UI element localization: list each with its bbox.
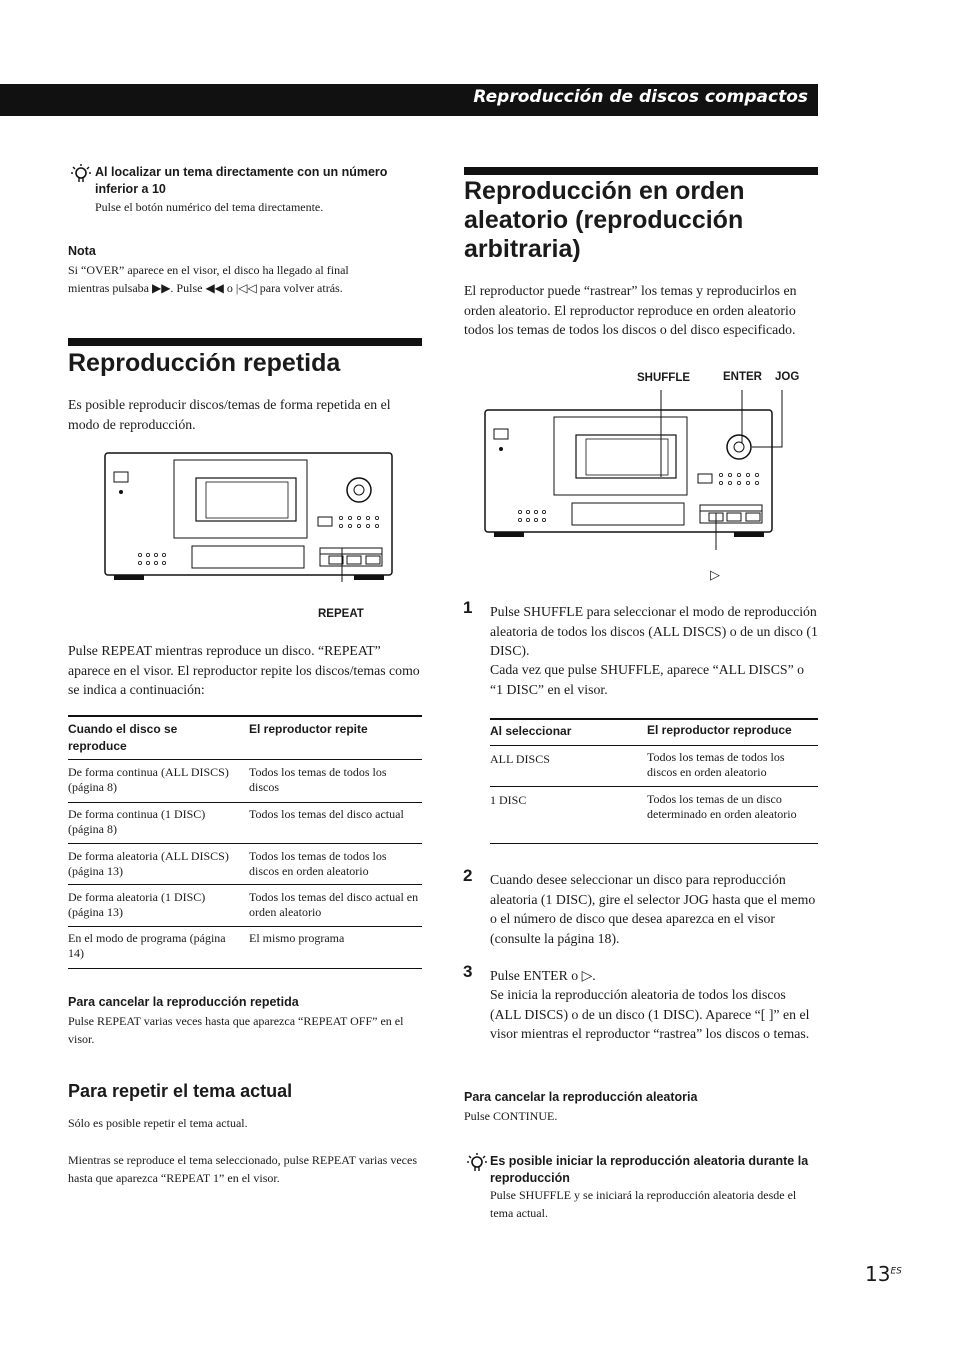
- table-rule: [490, 786, 818, 787]
- shuffle-cancel-title: Para cancelar la reproducción aleatoria: [464, 1090, 698, 1104]
- table-cell: Todos los temas de un disco determinado en orden aleatorio: [647, 792, 797, 821]
- table-cell: De forma continua (ALL DISCS) (página 8): [68, 765, 229, 794]
- table-rule: [68, 843, 422, 844]
- cd-player-illustration-2: [484, 385, 784, 550]
- page-number-value: 13: [865, 1262, 891, 1286]
- table-rule: [68, 802, 422, 803]
- table-rule: [68, 926, 422, 927]
- note-label: Nota: [68, 244, 96, 258]
- section-rule: [68, 338, 422, 346]
- note-line2: mientras pulsaba ▶▶. Pulse ◀◀ o |◁◁ para volver atrás.: [68, 281, 343, 295]
- shuffle-cancel-text: Pulse CONTINUE.: [464, 1109, 558, 1123]
- table-cell: Todos los temas de todos los discos en orden aleatorio: [249, 849, 387, 878]
- table-cell: De forma aleatoria (1 DISC) (página 13): [68, 890, 206, 919]
- tip-bulb-icon: [70, 163, 92, 185]
- page-number-suffix: ES: [890, 1266, 902, 1277]
- note-line1: Si “OVER” aparece en el visor, el disco ha llegado al final: [68, 263, 349, 277]
- section-header-bar: [0, 84, 818, 116]
- table-rule: [490, 843, 818, 844]
- repeat-sub-text1: Sólo es posible repetir el tema actual.: [68, 1116, 248, 1130]
- table-cell: En el modo de programa (página 14): [68, 931, 226, 960]
- table-top-rule: [68, 715, 422, 717]
- table-cell: De forma continua (1 DISC) (página 8): [68, 807, 206, 836]
- shuffle-intro: El reproductor puede “rastrear” los temas y reproducirlos en orden aleatorio. El reproductor reproduce en orden aleatorio todos los temas de todos los discos o del disco especificado.: [464, 283, 797, 337]
- table-rule: [68, 884, 422, 885]
- repeat-cancel-title: Para cancelar la reproducción repetida: [68, 995, 299, 1009]
- repeat-para: Pulse REPEAT mientras reproduce un disco. “REPEAT” aparece en el visor. El reproductor repite los discos/temas como se indica a continuación:: [68, 643, 420, 697]
- step1-text: Pulse SHUFFLE para seleccionar el modo de reproducción aleatoria de todos los discos (ALL DISCS) o de un disco (1 DISC).: [490, 604, 818, 658]
- cd-player-illustration: [104, 452, 394, 582]
- shuffle-section-title: Reproducción en orden aleatorio (reproducción arbitraria): [464, 177, 745, 263]
- table-cell: El mismo programa: [249, 931, 345, 945]
- step3-line1: Pulse ENTER o ▷.: [490, 968, 596, 983]
- table-cell: Todos los temas de todos los discos en orden aleatorio: [647, 750, 785, 779]
- section-rule: [464, 167, 818, 175]
- repeat-intro: Es posible reproducir discos/temas de forma repetida en el modo de reproducción.: [68, 397, 391, 432]
- jog-figure-label: JOG: [775, 371, 800, 383]
- step2-text: Cuando desee seleccionar un disco para reproducción aleatoria (1 DISC), gire el selector JOG hasta que el memo o el número de disco que desea aparezca en el visor (consulte la página 18).: [490, 872, 816, 946]
- shuffle-figure-label: SHUFFLE: [637, 372, 691, 384]
- step2-number: 2: [463, 866, 473, 885]
- table-rule: [68, 968, 422, 969]
- table-cell: De forma aleatoria (ALL DISCS) (página 13): [68, 849, 229, 878]
- tip2-text: Pulse SHUFFLE y se iniciará la reproducción aleatoria desde el tema actual.: [490, 1188, 797, 1220]
- table-cell: Todos los temas del disco actual en orden aleatorio: [249, 890, 419, 919]
- repeat-table-col2: El reproductor repite: [249, 722, 368, 736]
- table-cell: Todos los temas de todos los discos: [249, 765, 387, 794]
- tip2-title: Es posible iniciar la reproducción aleatoria durante la reproducción: [490, 1154, 809, 1185]
- table-cell: 1 DISC: [490, 793, 527, 807]
- tip1-title: Al localizar un tema directamente con un número inferior a 10: [95, 165, 388, 196]
- page-number: [865, 1262, 902, 1286]
- table-cell: ALL DISCS: [490, 752, 550, 766]
- tip-bulb-icon: [466, 1152, 488, 1174]
- repeat-table-col1: Cuando el disco se reproduce: [68, 722, 178, 753]
- play-icon: ▷: [710, 567, 720, 582]
- table-top-rule: [490, 718, 818, 720]
- tip1-text: Pulse el botón numérico del tema directamente.: [95, 200, 324, 214]
- step3-number: 3: [463, 962, 473, 981]
- repeat-cancel-text: Pulse REPEAT varias veces hasta que aparezca “REPEAT OFF” en el visor.: [68, 1014, 404, 1046]
- repeat-sub-text2: Mientras se reproduce el tema seleccionado, pulse REPEAT varias veces hasta que aparezca “REPEAT 1” en el visor.: [68, 1153, 417, 1185]
- repeat-section-title: Reproducción repetida: [68, 349, 341, 377]
- shuffle-table-col1: Al seleccionar: [490, 724, 572, 738]
- repeat-sub-title: Para repetir el tema actual: [68, 1081, 293, 1101]
- table-rule: [490, 745, 818, 746]
- step1-text2: Cada vez que pulse SHUFFLE, aparece “ALL DISCS” o “1 DISC” en el visor.: [490, 662, 805, 697]
- table-cell: Todos los temas del disco actual: [249, 807, 404, 821]
- shuffle-table-col2: El reproductor reproduce: [647, 723, 792, 737]
- step3-text: Se inicia la reproducción aleatoria de todos los discos (ALL DISCS) o de un disco (1 DISC). Aparece “[ ]” en el visor mientras el reproductor “rastrea” los discos o temas.: [490, 987, 810, 1041]
- section-header-title: Reproducción de discos compactos: [473, 87, 808, 107]
- enter-figure-label: ENTER: [723, 371, 762, 383]
- repeat-figure-label: REPEAT: [318, 608, 364, 620]
- table-rule: [68, 759, 422, 760]
- step1-number: 1: [463, 598, 473, 617]
